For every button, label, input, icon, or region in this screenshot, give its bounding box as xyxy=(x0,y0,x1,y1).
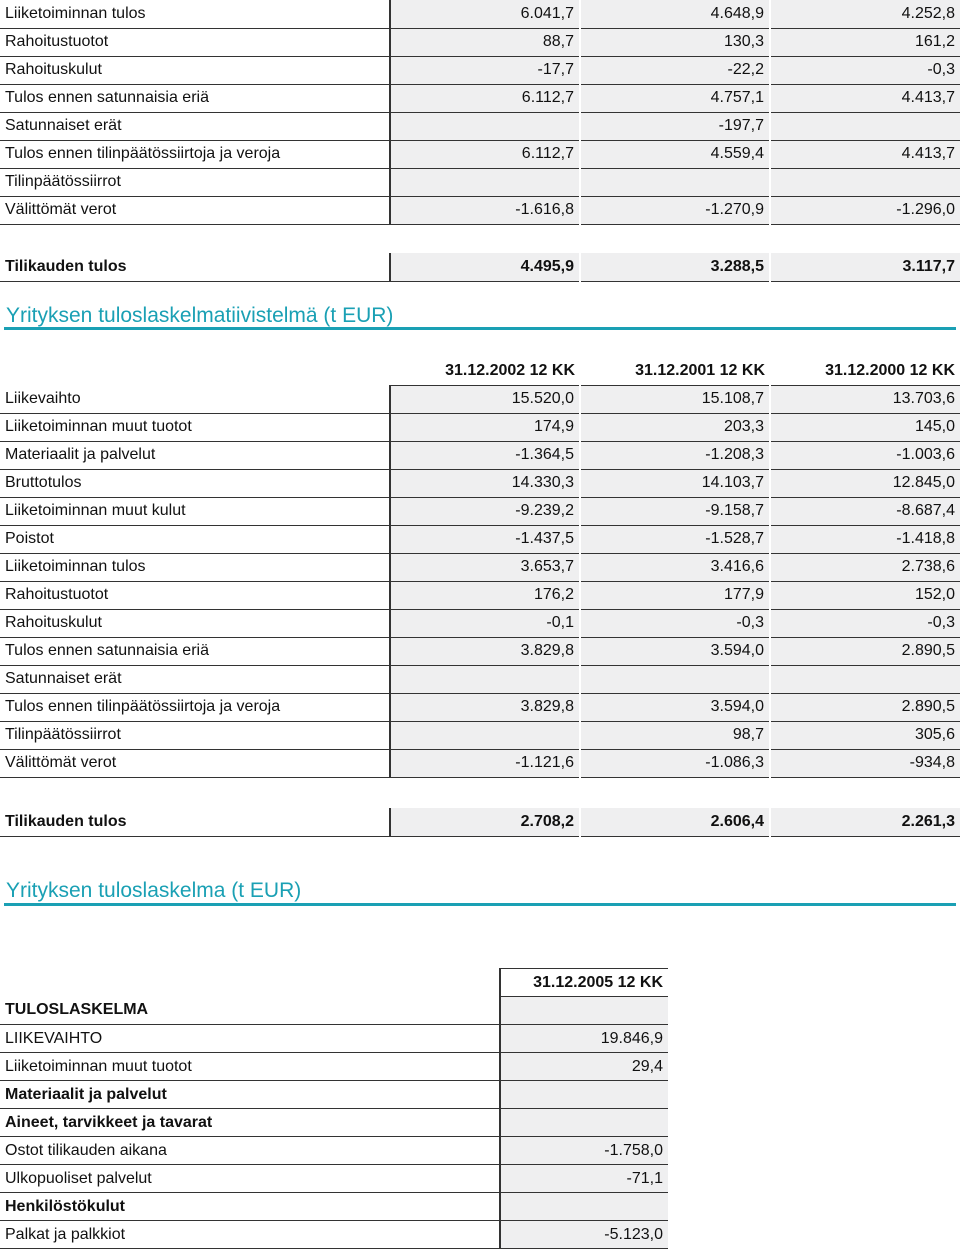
row-label: Liikevaihto xyxy=(0,385,390,413)
row-label: Tilikauden tulos xyxy=(0,253,390,281)
value-cell: 174,9 xyxy=(390,413,580,441)
table-row xyxy=(0,112,960,140)
table-row xyxy=(0,1221,668,1249)
table-row xyxy=(0,721,960,749)
row-label: Bruttotulos xyxy=(0,469,390,497)
value-cell: -71,1 xyxy=(500,1165,668,1193)
row-label: Välittömät verot xyxy=(0,749,390,777)
value-cell: 2.890,5 xyxy=(770,637,960,665)
row-label: Liiketoiminnan muut tuotot xyxy=(0,413,390,441)
value-cell: 3.288,5 xyxy=(580,253,770,281)
value-cell: -1.418,8 xyxy=(770,525,960,553)
value-cell: -1.616,8 xyxy=(390,196,580,224)
row-label: Liiketoiminnan tulos xyxy=(0,0,390,28)
table-row xyxy=(0,749,960,777)
table-row xyxy=(0,1193,668,1221)
value-cell: 3.653,7 xyxy=(390,553,580,581)
row-label: Materiaalit ja palvelut xyxy=(0,441,390,469)
value-cell: 88,7 xyxy=(390,28,580,56)
table-row xyxy=(0,609,960,637)
section-divider xyxy=(4,903,956,906)
value-cell: 152,0 xyxy=(770,581,960,609)
value-cell: -1.270,9 xyxy=(580,196,770,224)
value-cell: 15.520,0 xyxy=(390,385,580,413)
table-row xyxy=(0,1053,668,1081)
column-header: 31.12.2000 12 KK xyxy=(770,357,960,385)
row-label: Tilinpäätössiirrot xyxy=(0,168,390,196)
value-cell: 4.495,9 xyxy=(390,253,580,281)
value-cell: -1.364,5 xyxy=(390,441,580,469)
table-row xyxy=(0,1137,668,1165)
value-cell: 161,2 xyxy=(770,28,960,56)
table-header-row xyxy=(0,357,960,385)
table-row xyxy=(0,553,960,581)
row-label: Tilikauden tulos xyxy=(0,808,390,836)
row-label: Ostot tilikauden aikana xyxy=(0,1137,500,1165)
value-cell: -1.003,6 xyxy=(770,441,960,469)
income-summary-table-top xyxy=(0,0,960,225)
row-label: Rahoitustuotot xyxy=(0,581,390,609)
table-header-row xyxy=(0,969,668,997)
row-label: Palkat ja palkkiot xyxy=(0,1221,500,1249)
column-header: 31.12.2001 12 KK xyxy=(580,357,770,385)
value-cell: -0,3 xyxy=(580,609,770,637)
table-row xyxy=(0,84,960,112)
value-cell: 2.261,3 xyxy=(770,808,960,836)
value-cell: -9.158,7 xyxy=(580,497,770,525)
value-cell: 3.594,0 xyxy=(580,693,770,721)
column-header: 31.12.2002 12 KK xyxy=(390,357,580,385)
value-cell: 4.413,7 xyxy=(770,84,960,112)
row-label: Henkilöstökulut xyxy=(0,1193,500,1221)
value-cell xyxy=(390,168,580,196)
section-title: Yrityksen tuloslaskelma (t EUR) xyxy=(6,879,302,902)
value-cell xyxy=(390,112,580,140)
value-cell: 14.103,7 xyxy=(580,469,770,497)
value-cell xyxy=(500,997,668,1025)
income-summary-total-top xyxy=(0,253,960,282)
value-cell: -0,3 xyxy=(770,56,960,84)
value-cell: 15.108,7 xyxy=(580,385,770,413)
table-row xyxy=(0,196,960,224)
row-label: Välittömät verot xyxy=(0,196,390,224)
value-cell: -1.086,3 xyxy=(580,749,770,777)
income-summary-total xyxy=(0,808,960,837)
value-cell: 19.846,9 xyxy=(500,1025,668,1053)
value-cell: 2.738,6 xyxy=(770,553,960,581)
value-cell xyxy=(580,665,770,693)
section-divider xyxy=(4,327,956,330)
row-label: Liiketoiminnan tulos xyxy=(0,553,390,581)
header-spacer xyxy=(0,357,390,385)
row-label: Satunnaiset erät xyxy=(0,112,390,140)
row-label: Tilinpäätössiirrot xyxy=(0,721,390,749)
value-cell: 3.117,7 xyxy=(770,253,960,281)
value-cell xyxy=(500,1193,668,1221)
value-cell: -0,1 xyxy=(390,609,580,637)
table-row xyxy=(0,1081,668,1109)
value-cell: -17,7 xyxy=(390,56,580,84)
value-cell: 2.708,2 xyxy=(390,808,580,836)
value-cell: -22,2 xyxy=(580,56,770,84)
value-cell: 305,6 xyxy=(770,721,960,749)
table-row xyxy=(0,1025,668,1053)
row-label: Rahoituskulut xyxy=(0,56,390,84)
row-label: Tulos ennen satunnaisia eriä xyxy=(0,84,390,112)
table-row xyxy=(0,0,960,28)
value-cell: -8.687,4 xyxy=(770,497,960,525)
table-row xyxy=(0,808,960,836)
value-cell: 12.845,0 xyxy=(770,469,960,497)
row-label: Liiketoiminnan muut kulut xyxy=(0,497,390,525)
value-cell: -5.123,0 xyxy=(500,1221,668,1249)
value-cell: 3.594,0 xyxy=(580,637,770,665)
table-row xyxy=(0,168,960,196)
row-label: Rahoitustuotot xyxy=(0,28,390,56)
value-cell: -1.208,3 xyxy=(580,441,770,469)
table-row xyxy=(0,525,960,553)
table-row xyxy=(0,413,960,441)
value-cell: -1.758,0 xyxy=(500,1137,668,1165)
value-cell: -197,7 xyxy=(580,112,770,140)
value-cell: 3.829,8 xyxy=(390,693,580,721)
row-label: TULOSLASKELMA xyxy=(0,997,500,1025)
table-row xyxy=(0,693,960,721)
value-cell: 14.330,3 xyxy=(390,469,580,497)
row-label: Rahoituskulut xyxy=(0,609,390,637)
table-row xyxy=(0,441,960,469)
value-cell xyxy=(770,168,960,196)
table-row xyxy=(0,497,960,525)
value-cell: 145,0 xyxy=(770,413,960,441)
row-label: Tulos ennen tilinpäätössiirtoja ja veroja xyxy=(0,140,390,168)
value-cell xyxy=(500,1081,668,1109)
row-label: Ulkopuoliset palvelut xyxy=(0,1165,500,1193)
value-cell: 13.703,6 xyxy=(770,385,960,413)
table-row xyxy=(0,140,960,168)
table-row xyxy=(0,253,960,281)
row-label: Poistot xyxy=(0,525,390,553)
income-summary-table xyxy=(0,357,960,778)
value-cell: 4.757,1 xyxy=(580,84,770,112)
table-row xyxy=(0,1109,668,1137)
table-row xyxy=(0,56,960,84)
value-cell: -1.437,5 xyxy=(390,525,580,553)
value-cell: 4.252,8 xyxy=(770,0,960,28)
row-label: Materiaalit ja palvelut xyxy=(0,1081,500,1109)
value-cell xyxy=(770,665,960,693)
header-spacer xyxy=(0,969,500,997)
value-cell: 6.112,7 xyxy=(390,140,580,168)
value-cell xyxy=(500,1109,668,1137)
table-row xyxy=(0,1165,668,1193)
value-cell: 203,3 xyxy=(580,413,770,441)
column-header: 31.12.2005 12 KK xyxy=(500,969,668,997)
value-cell: 177,9 xyxy=(580,581,770,609)
value-cell: -934,8 xyxy=(770,749,960,777)
row-label: Satunnaiset erät xyxy=(0,665,390,693)
value-cell: 2.606,4 xyxy=(580,808,770,836)
row-label: Liiketoiminnan muut tuotot xyxy=(0,1053,500,1081)
income-statement-table xyxy=(0,968,668,1249)
table-row xyxy=(0,665,960,693)
value-cell: 2.890,5 xyxy=(770,693,960,721)
value-cell: 98,7 xyxy=(580,721,770,749)
row-label: LIIKEVAIHTO xyxy=(0,1025,500,1053)
value-cell xyxy=(580,168,770,196)
value-cell: -1.296,0 xyxy=(770,196,960,224)
value-cell: -0,3 xyxy=(770,609,960,637)
value-cell: 4.413,7 xyxy=(770,140,960,168)
value-cell xyxy=(390,721,580,749)
section-title: Yrityksen tuloslaskelmatiivistelmä (t EUR) xyxy=(6,304,394,327)
row-label: Tulos ennen satunnaisia eriä xyxy=(0,637,390,665)
value-cell: 176,2 xyxy=(390,581,580,609)
table-row xyxy=(0,385,960,413)
table-row xyxy=(0,469,960,497)
value-cell: -1.528,7 xyxy=(580,525,770,553)
table-row xyxy=(0,637,960,665)
value-cell: 4.648,9 xyxy=(580,0,770,28)
value-cell: 3.829,8 xyxy=(390,637,580,665)
table-row xyxy=(0,581,960,609)
value-cell: 4.559,4 xyxy=(580,140,770,168)
value-cell: -1.121,6 xyxy=(390,749,580,777)
value-cell: 29,4 xyxy=(500,1053,668,1081)
value-cell xyxy=(770,112,960,140)
row-label: Aineet, tarvikkeet ja tavarat xyxy=(0,1109,500,1137)
row-label: Tulos ennen tilinpäätössiirtoja ja veroja xyxy=(0,693,390,721)
value-cell: 6.041,7 xyxy=(390,0,580,28)
value-cell: 130,3 xyxy=(580,28,770,56)
value-cell: 6.112,7 xyxy=(390,84,580,112)
table-row xyxy=(0,28,960,56)
value-cell xyxy=(390,665,580,693)
table-row xyxy=(0,997,668,1025)
value-cell: -9.239,2 xyxy=(390,497,580,525)
value-cell: 3.416,6 xyxy=(580,553,770,581)
